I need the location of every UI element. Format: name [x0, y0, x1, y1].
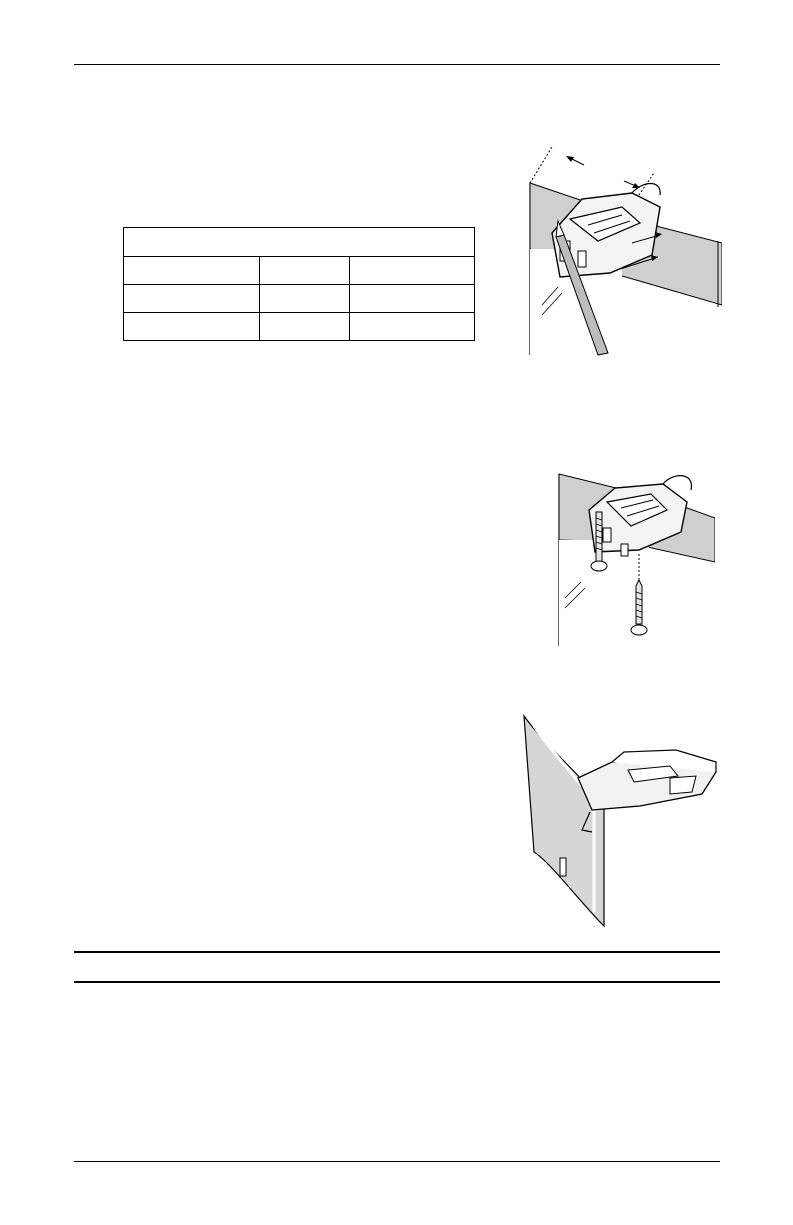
- table-cell: [350, 257, 475, 285]
- table-cell: [260, 313, 350, 341]
- table-cell: [350, 313, 475, 341]
- table-header-cell: [124, 228, 475, 257]
- footer-rule: [74, 1161, 720, 1162]
- table-row: [124, 285, 475, 313]
- table-cell: [124, 313, 260, 341]
- table-cell: [124, 285, 260, 313]
- table-cell: [260, 257, 350, 285]
- table-row: [124, 313, 475, 341]
- table-cell: [260, 285, 350, 313]
- table-cell: [350, 285, 475, 313]
- table-row: [124, 257, 475, 285]
- valance-clip-icon: [520, 712, 725, 934]
- table-cell: [124, 257, 260, 285]
- bracket-marking-pencil-icon: [512, 145, 722, 357]
- table-header-row: [124, 228, 475, 257]
- note-rule-top: [74, 951, 720, 953]
- note-rule-bottom: [74, 981, 720, 983]
- header-rule: [74, 64, 720, 65]
- spec-table: [123, 227, 475, 341]
- bracket-screws-icon: [555, 470, 715, 648]
